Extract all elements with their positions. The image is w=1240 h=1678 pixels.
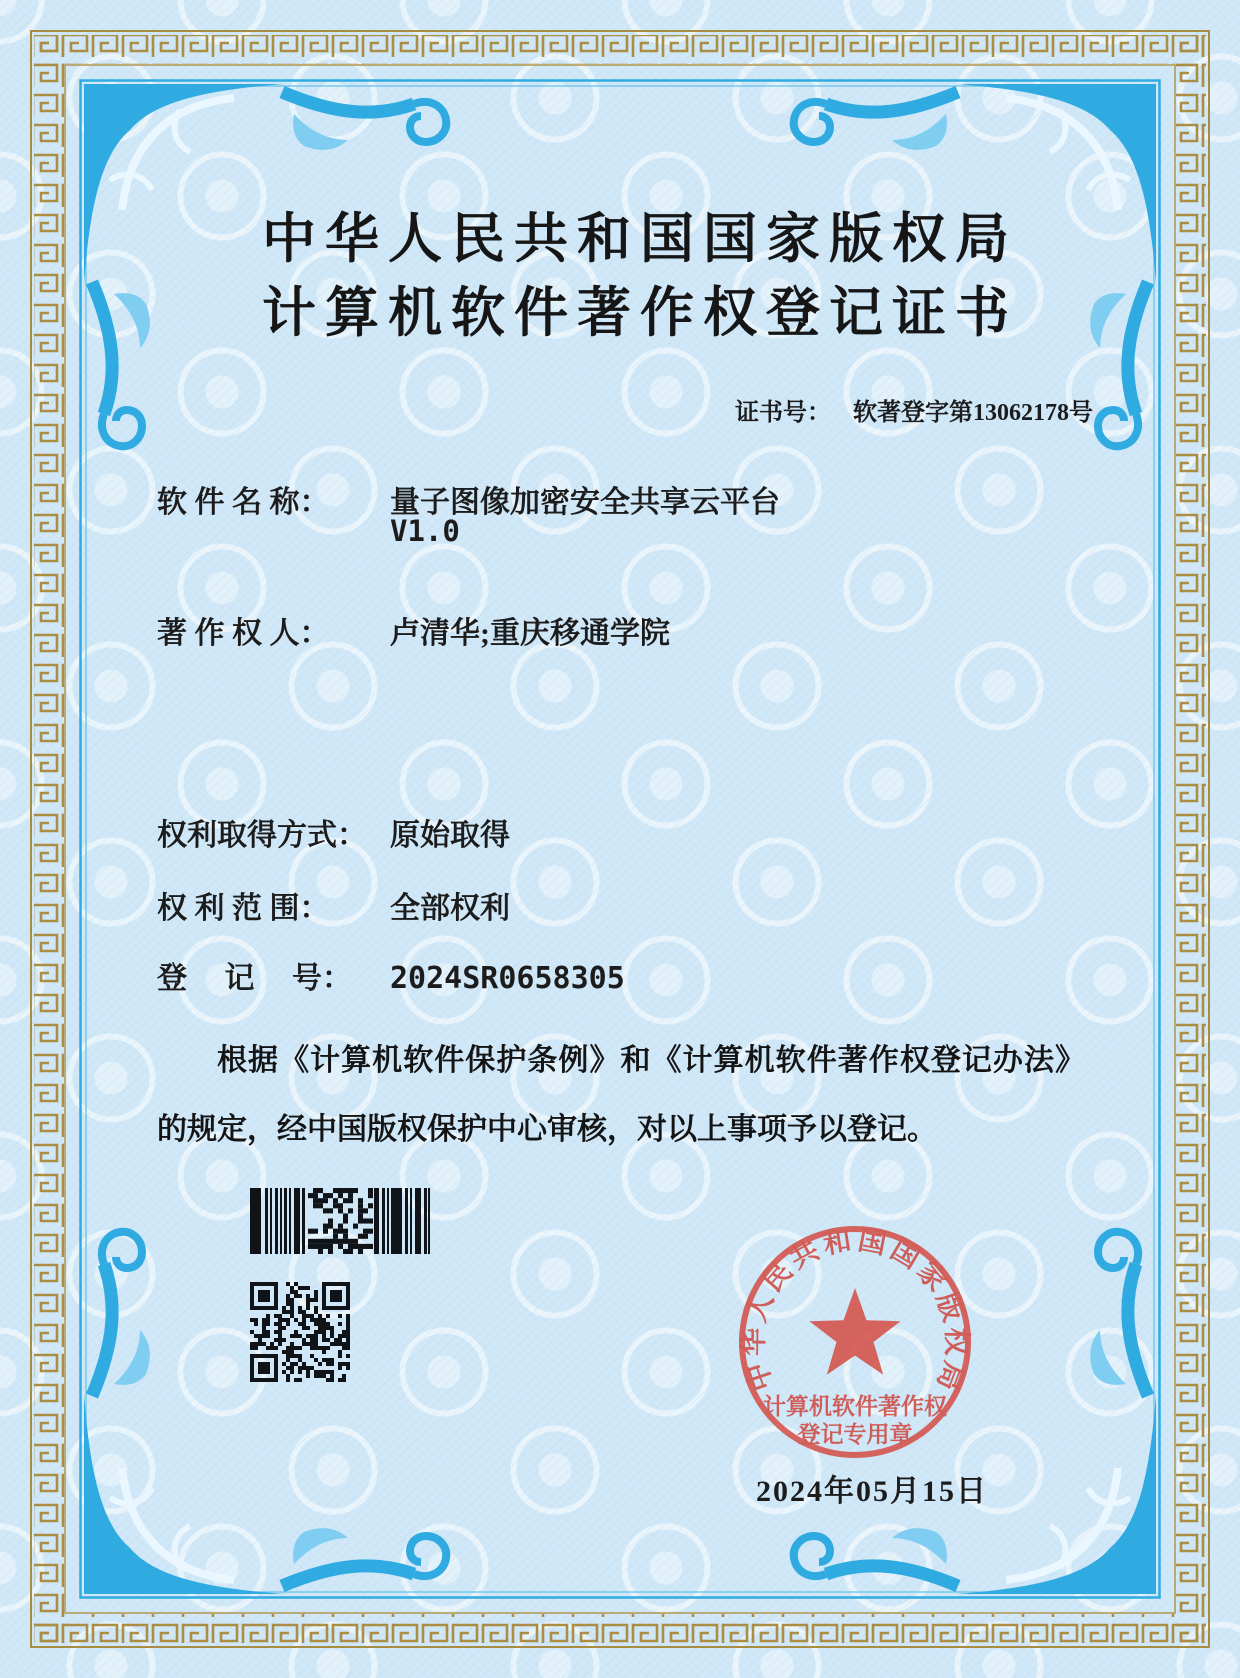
field-registration-no-label: 登 记 号： [157, 962, 352, 995]
field-copyright-owner-label: 著 作 权 人： [157, 617, 330, 650]
field-software-version: V1.0 [390, 514, 460, 548]
page-title-line2: 计算机软件著作权登记证书 [262, 283, 1018, 343]
field-acquisition-label: 权利取得方式： [157, 819, 367, 852]
seal-caption-line1: 计算机软件著作权 [763, 1394, 947, 1419]
seal-caption-line2: 登记专用章 [797, 1422, 913, 1447]
certificate-number-label: 证书号： [735, 400, 831, 426]
field-acquisition [157, 810, 510, 854]
registration-statement: 根据《计算机软件保护条例》和《计算机软件著作权登记办法》的规定，经中国版权保护中心审核，对以上事项予以登记。 [157, 1044, 1085, 1146]
official-seal [737, 1224, 973, 1460]
field-software-name-value: 量子图像加密安全共享云平台 [390, 486, 780, 519]
issue-date: 2024年05月15日 [756, 1475, 988, 1508]
barcode [250, 1188, 430, 1254]
field-acquisition-value: 原始取得 [390, 819, 510, 852]
field-registration-no-value: 2024SR0658305 [390, 961, 625, 996]
field-copyright-owner [157, 608, 670, 652]
field-rights-scope-value: 全部权利 [390, 892, 510, 925]
field-registration-no [157, 953, 625, 997]
field-software-name-label: 软 件 名 称： [157, 486, 330, 519]
certificate-number-value: 软著登字第13062178号 [853, 400, 1093, 426]
field-rights-scope [157, 883, 510, 927]
seal-ring-text: 中华人民共和国国家版权局 [738, 1224, 972, 1399]
certificate-number [735, 392, 1093, 427]
field-copyright-owner-value: 卢清华;重庆移通学院 [390, 617, 670, 650]
qr-code [250, 1282, 350, 1382]
field-software-name [157, 477, 780, 521]
field-rights-scope-label: 权 利 范 围： [157, 892, 330, 925]
seal-star-icon [809, 1288, 900, 1375]
page-title-line1: 中华人民共和国国家版权局 [262, 209, 1018, 269]
